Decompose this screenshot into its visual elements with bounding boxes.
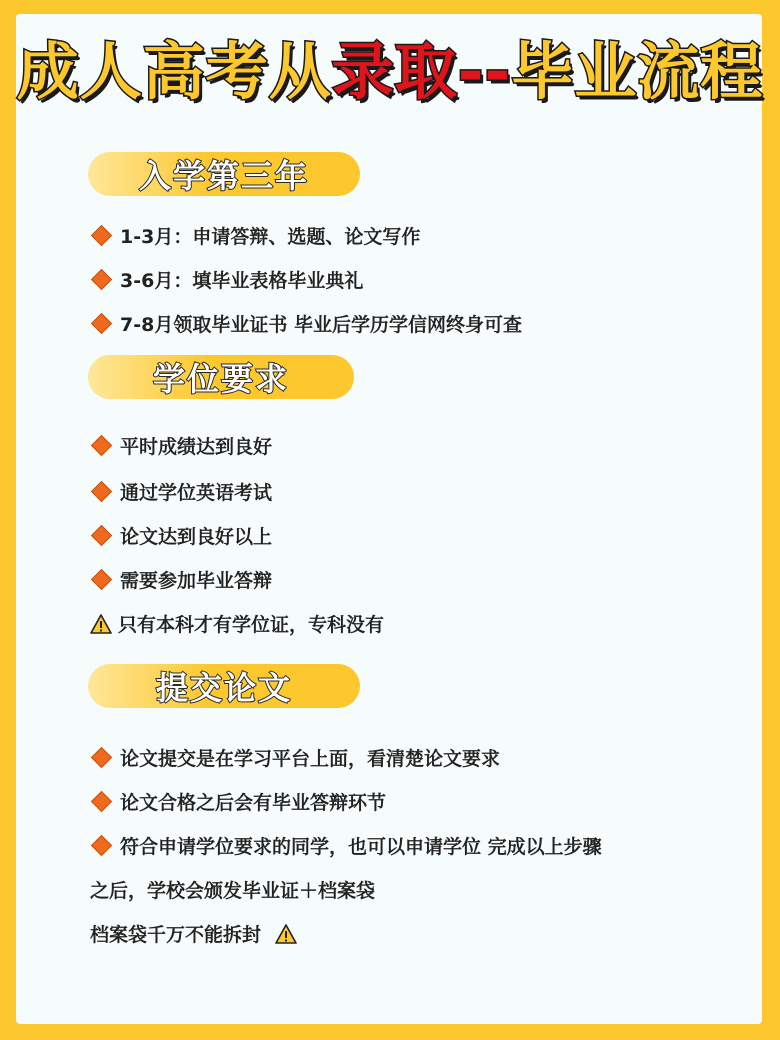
diamond-bullet-icon bbox=[91, 525, 112, 546]
continuation-text bbox=[90, 876, 375, 903]
diamond-bullet-icon bbox=[91, 435, 112, 456]
section-heading: 学位要求 bbox=[152, 360, 289, 398]
list-item-text: 论文达到良好以上 bbox=[120, 526, 273, 548]
diamond-bullet-icon bbox=[91, 835, 112, 856]
section-heading: 提交论文 bbox=[155, 669, 292, 707]
list-item bbox=[90, 788, 386, 815]
diamond-bullet-icon bbox=[91, 791, 112, 812]
diamond-bullet-icon bbox=[91, 569, 112, 590]
diamond-bullet-icon bbox=[91, 313, 112, 334]
title-part-1: 成人高考从 bbox=[16, 35, 332, 108]
list-item bbox=[90, 432, 272, 459]
list-item-text: 需要参加毕业答辩 bbox=[120, 570, 273, 592]
list-item-text: 1-3月：申请答辩、选题、论文写作 bbox=[120, 226, 421, 248]
list-item-text: 论文合格之后会有毕业答辩环节 bbox=[120, 792, 387, 814]
section-heading-pill bbox=[88, 664, 360, 708]
final-note-text: 档案袋千万不能拆封 bbox=[90, 924, 262, 946]
list-item bbox=[90, 478, 272, 505]
diamond-bullet-icon bbox=[91, 225, 112, 246]
list-item-text: 平时成绩达到良好 bbox=[120, 436, 273, 458]
list-item bbox=[90, 222, 420, 249]
list-item-text: 3-6月：填毕业表格毕业典礼 bbox=[120, 270, 364, 292]
warning-triangle-icon bbox=[90, 614, 112, 634]
diamond-bullet-icon bbox=[91, 269, 112, 290]
section-heading: 入学第三年 bbox=[138, 157, 309, 195]
section-heading-pill bbox=[88, 152, 360, 196]
list-item bbox=[90, 832, 602, 859]
diamond-bullet-icon bbox=[91, 481, 112, 502]
warning-text: 只有本科才有学位证，专科没有 bbox=[118, 614, 385, 636]
list-item-text: 论文提交是在学习平台上面，看清楚论文要求 bbox=[120, 748, 501, 770]
warning-item bbox=[90, 610, 384, 637]
final-note bbox=[90, 920, 297, 947]
page-title bbox=[0, 22, 780, 111]
title-part-3: 毕业流程 bbox=[511, 35, 764, 108]
list-item bbox=[90, 744, 500, 771]
section-heading-pill bbox=[88, 355, 354, 399]
list-item bbox=[90, 522, 272, 549]
list-item-text: 通过学位英语考试 bbox=[120, 482, 273, 504]
list-item-text: 7-8月领取毕业证书 毕业后学历学信网终身可查 bbox=[120, 314, 522, 336]
continuation-line: 之后，学校会颁发毕业证＋档案袋 bbox=[90, 880, 376, 902]
warning-triangle-icon bbox=[275, 924, 297, 944]
title-part-2: 录取-- bbox=[331, 35, 512, 108]
diamond-bullet-icon bbox=[91, 747, 112, 768]
list-item-text: 符合申请学位要求的同学，也可以申请学位 完成以上步骤 bbox=[120, 836, 602, 858]
list-item bbox=[90, 266, 363, 293]
list-item bbox=[90, 310, 522, 337]
list-item bbox=[90, 566, 272, 593]
